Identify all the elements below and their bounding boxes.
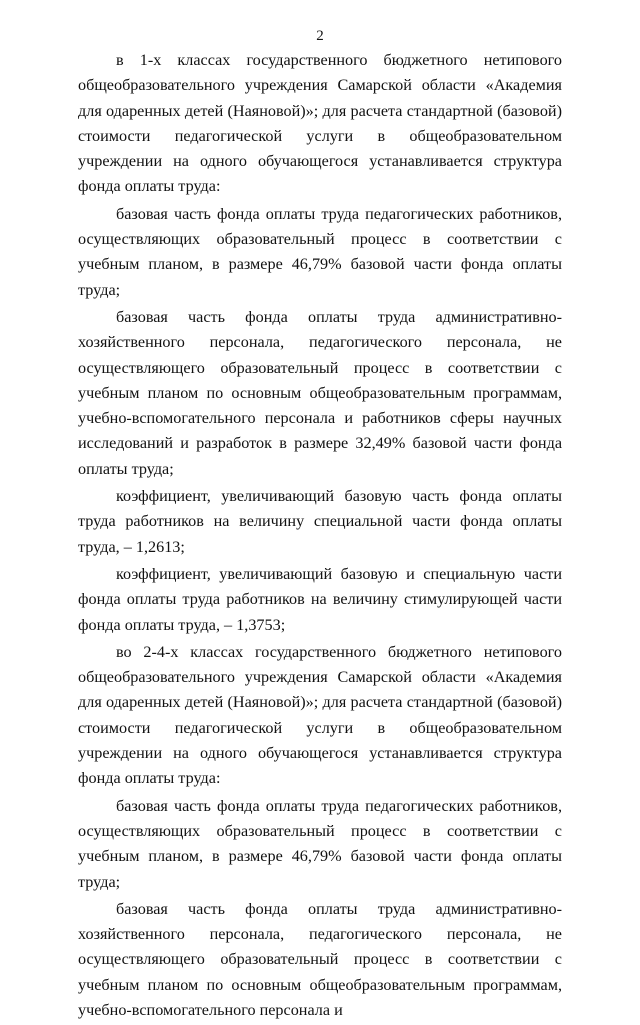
paragraph: базовая часть фонда оплаты труда педагогических работников, осуществляющих образовательный процесс в соответствии с учебным планом, в размере 46,79% базовой части фонда оплаты труда;: [78, 204, 562, 299]
paragraph: коэффициент, увеличивающий базовую часть фонда оплаты труда работников на величину специальной части фонда оплаты труда, – 1,2613;: [78, 487, 562, 556]
document-body: [78, 48, 562, 1025]
paragraph: во 2-4-х классах государственного бюджетного нетипового общеобразовательного учреждения Самарской области «Академия для одаренных детей (Наяновой)»; для расчета стандартной (базовой) стоимости педагогической услуги в общеобразовательном учреждении на одного обучающегося устанавливается структура фонда оплаты труда:: [78, 642, 562, 788]
paragraph: в 1-х классах государственного бюджетного нетипового общеобразовательного учреждения Самарской области «Академия для одаренных детей (Наяновой)»; для расчета стандартной (базовой) стоимости педагогической услуги в общеобразовательном учреждении на одного обучающегося устанавливается структура фонда оплаты труда:: [78, 51, 562, 196]
paragraph: базовая часть фонда оплаты труда педагогических работников, осуществляющих образовательный процесс в соответствии с учебным планом, в размере 46,79% базовой части фонда оплаты труда;: [78, 796, 562, 891]
page-number: 2: [316, 28, 324, 44]
paragraph: базовая часть фонда оплаты труда административно-хозяйственного персонала, педагогического персонала, не осуществляющего образовательный процесс в соответствии с учебным планом по основным общеобразовательным программам, учебно-вспомогательного персонала и работников сферы научных исследований и разработок в размере 32,49% базовой части фонда оплаты труда;: [78, 307, 562, 478]
paragraph: базовая часть фонда оплаты труда административно-хозяйственного персонала, педагогического персонала, не осуществляющего образовательный процесс в соответствии с учебным планом по основным общеобразовательным программам, учебно-вспомогательного персонала и: [78, 899, 562, 1019]
paragraph: коэффициент, увеличивающий базовую и специальную части фонда оплаты труда работников на величину стимулирующей части фонда оплаты труда, – 1,3753;: [78, 564, 562, 634]
